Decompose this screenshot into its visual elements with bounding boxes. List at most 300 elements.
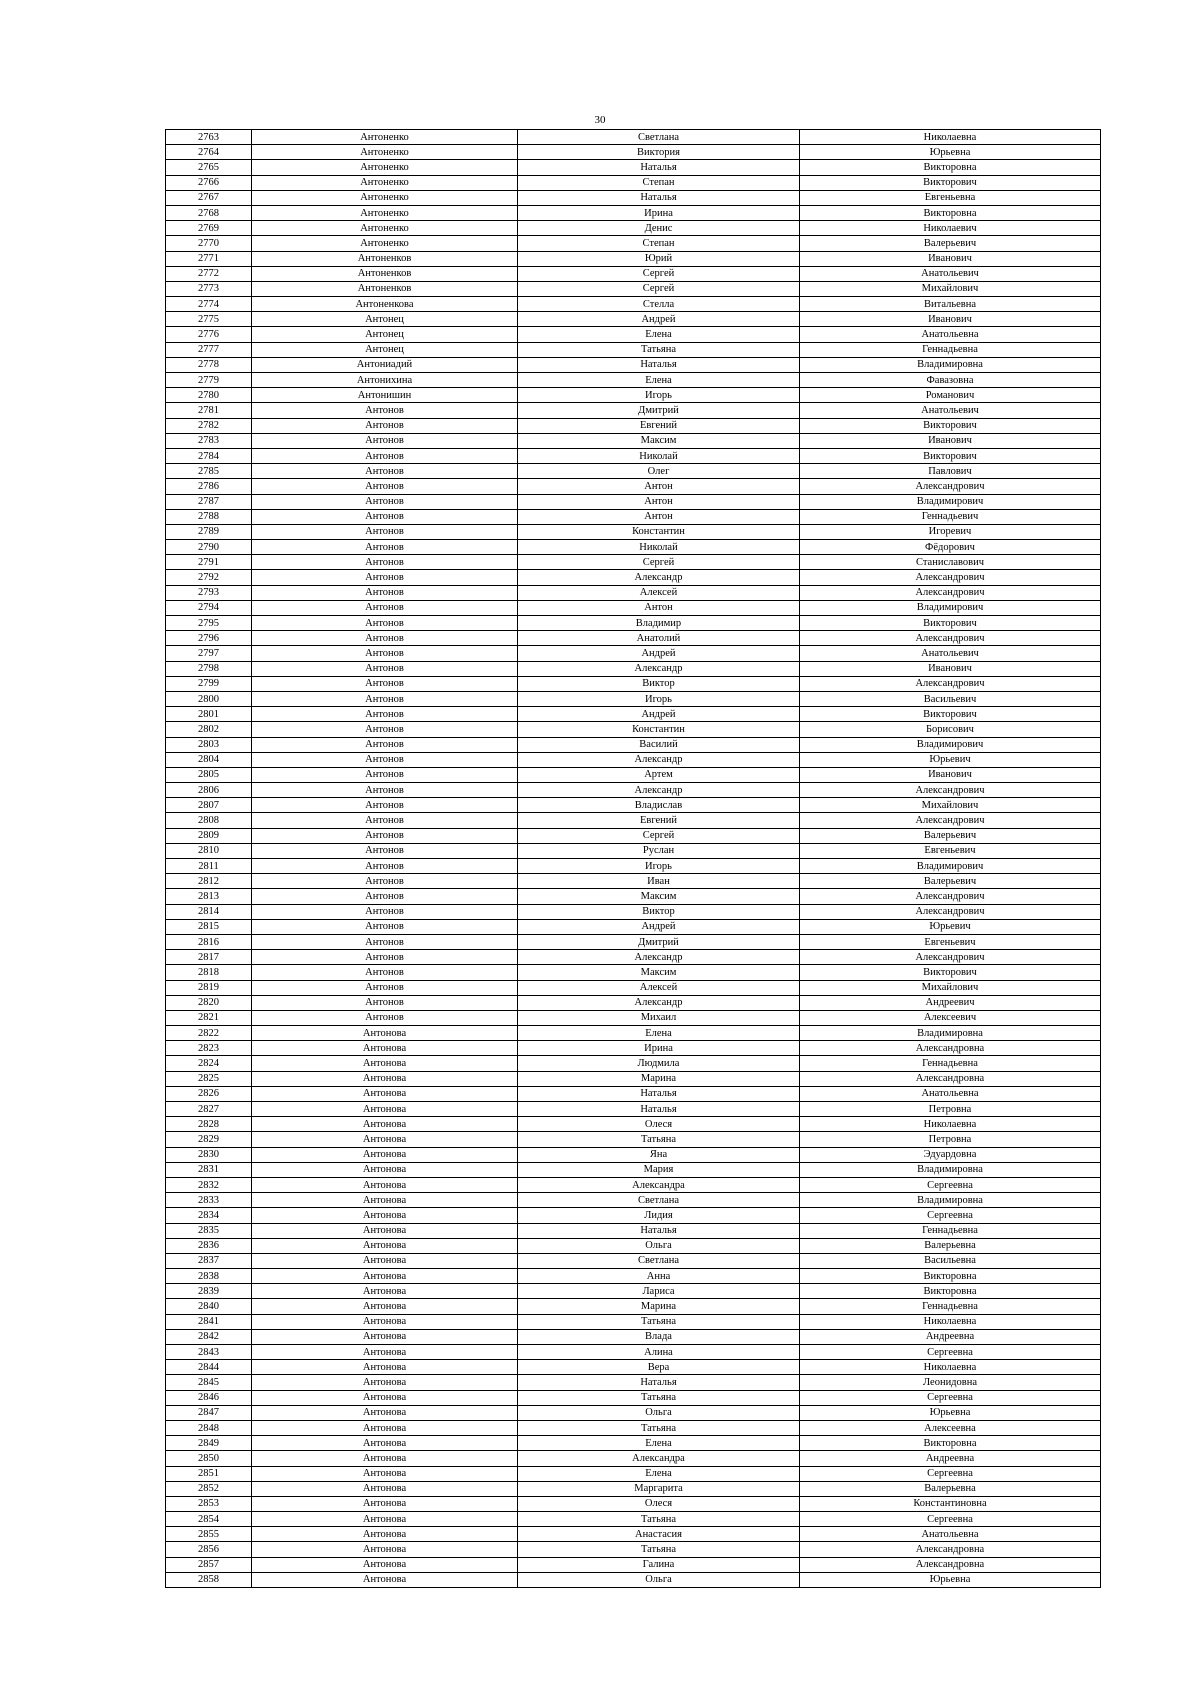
patronymic-cell: Витальевна [800, 297, 1101, 312]
row-number-cell: 2852 [166, 1481, 252, 1496]
patronymic-cell: Анатольевич [800, 403, 1101, 418]
last-name-cell: Антонова [252, 1041, 518, 1056]
row-number-cell: 2835 [166, 1223, 252, 1238]
row-number-cell: 2824 [166, 1056, 252, 1071]
first-name-cell: Светлана [518, 130, 800, 145]
table-row [166, 767, 1101, 782]
registry-table [165, 129, 1101, 1588]
first-name-cell: Татьяна [518, 1542, 800, 1557]
patronymic-cell: Алексеевна [800, 1420, 1101, 1435]
patronymic-cell: Анатольевич [800, 646, 1101, 661]
first-name-cell: Игорь [518, 859, 800, 874]
table-row [166, 1284, 1101, 1299]
patronymic-cell: Александровна [800, 1041, 1101, 1056]
table-row [166, 1436, 1101, 1451]
patronymic-cell: Иванович [800, 661, 1101, 676]
first-name-cell: Антон [518, 479, 800, 494]
last-name-cell: Антонов [252, 980, 518, 995]
first-name-cell: Сергей [518, 266, 800, 281]
first-name-cell: Александр [518, 752, 800, 767]
patronymic-cell: Викторовна [800, 1269, 1101, 1284]
first-name-cell: Денис [518, 221, 800, 236]
patronymic-cell: Иванович [800, 433, 1101, 448]
table-row [166, 661, 1101, 676]
first-name-cell: Татьяна [518, 1132, 800, 1147]
row-number-cell: 2788 [166, 509, 252, 524]
patronymic-cell: Сергеевна [800, 1208, 1101, 1223]
row-number-cell: 2769 [166, 221, 252, 236]
patronymic-cell: Михайлович [800, 281, 1101, 296]
table-row [166, 509, 1101, 524]
row-number-cell: 2838 [166, 1269, 252, 1284]
last-name-cell: Антонова [252, 1086, 518, 1101]
last-name-cell: Антонец [252, 327, 518, 342]
first-name-cell: Евгений [518, 813, 800, 828]
first-name-cell: Михаил [518, 1010, 800, 1025]
row-number-cell: 2776 [166, 327, 252, 342]
table-row [166, 950, 1101, 965]
last-name-cell: Антонов [252, 707, 518, 722]
patronymic-cell: Николаевна [800, 1314, 1101, 1329]
row-number-cell: 2795 [166, 616, 252, 631]
patronymic-cell: Николаевич [800, 221, 1101, 236]
first-name-cell: Татьяна [518, 1420, 800, 1435]
first-name-cell: Александр [518, 661, 800, 676]
last-name-cell: Антонов [252, 464, 518, 479]
first-name-cell: Степан [518, 236, 800, 251]
first-name-cell: Александр [518, 570, 800, 585]
table-row [166, 783, 1101, 798]
row-number-cell: 2800 [166, 691, 252, 706]
patronymic-cell: Александрович [800, 783, 1101, 798]
last-name-cell: Антонова [252, 1542, 518, 1557]
last-name-cell: Антонова [252, 1390, 518, 1405]
row-number-cell: 2767 [166, 190, 252, 205]
table-row [166, 752, 1101, 767]
row-number-cell: 2802 [166, 722, 252, 737]
first-name-cell: Максим [518, 965, 800, 980]
row-number-cell: 2766 [166, 175, 252, 190]
first-name-cell: Лариса [518, 1284, 800, 1299]
table-row [166, 1466, 1101, 1481]
first-name-cell: Светлана [518, 1253, 800, 1268]
row-number-cell: 2771 [166, 251, 252, 266]
first-name-cell: Андрей [518, 312, 800, 327]
first-name-cell: Наталья [518, 1223, 800, 1238]
row-number-cell: 2831 [166, 1162, 252, 1177]
row-number-cell: 2791 [166, 555, 252, 570]
first-name-cell: Наталья [518, 1086, 800, 1101]
first-name-cell: Олег [518, 464, 800, 479]
table-row [166, 373, 1101, 388]
first-name-cell: Елена [518, 1026, 800, 1041]
first-name-cell: Стелла [518, 297, 800, 312]
table-row [166, 1253, 1101, 1268]
last-name-cell: Антонов [252, 540, 518, 555]
row-number-cell: 2805 [166, 767, 252, 782]
patronymic-cell: Петровна [800, 1132, 1101, 1147]
patronymic-cell: Анатольевна [800, 1086, 1101, 1101]
last-name-cell: Антонова [252, 1177, 518, 1192]
table-row [166, 737, 1101, 752]
table-row [166, 843, 1101, 858]
last-name-cell: Антонов [252, 676, 518, 691]
patronymic-cell: Юрьевна [800, 1572, 1101, 1587]
first-name-cell: Виктор [518, 904, 800, 919]
patronymic-cell: Александровна [800, 1071, 1101, 1086]
first-name-cell: Александр [518, 995, 800, 1010]
last-name-cell: Антонова [252, 1208, 518, 1223]
first-name-cell: Анастасия [518, 1527, 800, 1542]
table-row [166, 1193, 1101, 1208]
table-row [166, 190, 1101, 205]
first-name-cell: Наталья [518, 357, 800, 372]
table-row [166, 1496, 1101, 1511]
row-number-cell: 2786 [166, 479, 252, 494]
table-row [166, 631, 1101, 646]
first-name-cell: Яна [518, 1147, 800, 1162]
first-name-cell: Татьяна [518, 1390, 800, 1405]
patronymic-cell: Романович [800, 388, 1101, 403]
first-name-cell: Елена [518, 373, 800, 388]
last-name-cell: Антонов [252, 631, 518, 646]
row-number-cell: 2810 [166, 843, 252, 858]
first-name-cell: Ольга [518, 1405, 800, 1420]
table-row [166, 1345, 1101, 1360]
patronymic-cell: Александровна [800, 1557, 1101, 1572]
row-number-cell: 2806 [166, 783, 252, 798]
last-name-cell: Антонова [252, 1193, 518, 1208]
row-number-cell: 2848 [166, 1420, 252, 1435]
table-row [166, 813, 1101, 828]
table-row [166, 828, 1101, 843]
first-name-cell: Юрий [518, 251, 800, 266]
patronymic-cell: Сергеевна [800, 1177, 1101, 1192]
first-name-cell: Дмитрий [518, 403, 800, 418]
row-number-cell: 2774 [166, 297, 252, 312]
first-name-cell: Алексей [518, 980, 800, 995]
row-number-cell: 2781 [166, 403, 252, 418]
table-row [166, 1162, 1101, 1177]
row-number-cell: 2796 [166, 631, 252, 646]
patronymic-cell: Юрьевна [800, 145, 1101, 160]
last-name-cell: Антонишин [252, 388, 518, 403]
table-row [166, 1542, 1101, 1557]
row-number-cell: 2839 [166, 1284, 252, 1299]
row-number-cell: 2794 [166, 600, 252, 615]
row-number-cell: 2837 [166, 1253, 252, 1268]
patronymic-cell: Фёдорович [800, 540, 1101, 555]
last-name-cell: Антонов [252, 494, 518, 509]
patronymic-cell: Викторовна [800, 1436, 1101, 1451]
patronymic-cell: Николаевна [800, 1360, 1101, 1375]
patronymic-cell: Александрович [800, 950, 1101, 965]
last-name-cell: Антонов [252, 418, 518, 433]
row-number-cell: 2853 [166, 1496, 252, 1511]
table-row [166, 995, 1101, 1010]
row-number-cell: 2809 [166, 828, 252, 843]
first-name-cell: Артем [518, 767, 800, 782]
row-number-cell: 2811 [166, 859, 252, 874]
last-name-cell: Антонов [252, 1010, 518, 1025]
table-row [166, 1010, 1101, 1025]
row-number-cell: 2765 [166, 160, 252, 175]
first-name-cell: Виктория [518, 145, 800, 160]
patronymic-cell: Евгеньевна [800, 190, 1101, 205]
patronymic-cell: Васильевна [800, 1253, 1101, 1268]
first-name-cell: Максим [518, 889, 800, 904]
last-name-cell: Антонова [252, 1329, 518, 1344]
first-name-cell: Александр [518, 783, 800, 798]
first-name-cell: Руслан [518, 843, 800, 858]
first-name-cell: Андрей [518, 919, 800, 934]
table-row [166, 297, 1101, 312]
row-number-cell: 2785 [166, 464, 252, 479]
table-row [166, 524, 1101, 539]
row-number-cell: 2813 [166, 889, 252, 904]
last-name-cell: Антонов [252, 509, 518, 524]
patronymic-cell: Владимирович [800, 494, 1101, 509]
last-name-cell: Антонова [252, 1527, 518, 1542]
first-name-cell: Александра [518, 1451, 800, 1466]
row-number-cell: 2840 [166, 1299, 252, 1314]
last-name-cell: Антонова [252, 1345, 518, 1360]
first-name-cell: Андрей [518, 707, 800, 722]
last-name-cell: Антонов [252, 479, 518, 494]
table-row [166, 570, 1101, 585]
patronymic-cell: Александрович [800, 479, 1101, 494]
patronymic-cell: Леонидовна [800, 1375, 1101, 1390]
patronymic-cell: Александрович [800, 570, 1101, 585]
last-name-cell: Антонова [252, 1512, 518, 1527]
row-number-cell: 2793 [166, 585, 252, 600]
patronymic-cell: Викторович [800, 418, 1101, 433]
row-number-cell: 2827 [166, 1102, 252, 1117]
row-number-cell: 2851 [166, 1466, 252, 1481]
first-name-cell: Ирина [518, 205, 800, 220]
last-name-cell: Антонов [252, 813, 518, 828]
last-name-cell: Антонова [252, 1162, 518, 1177]
last-name-cell: Антонов [252, 889, 518, 904]
table-row [166, 1238, 1101, 1253]
table-row [166, 616, 1101, 631]
last-name-cell: Антонов [252, 798, 518, 813]
last-name-cell: Антонов [252, 950, 518, 965]
first-name-cell: Татьяна [518, 1512, 800, 1527]
table-row [166, 1329, 1101, 1344]
table-row [166, 889, 1101, 904]
patronymic-cell: Андреевна [800, 1329, 1101, 1344]
row-number-cell: 2855 [166, 1527, 252, 1542]
row-number-cell: 2844 [166, 1360, 252, 1375]
row-number-cell: 2783 [166, 433, 252, 448]
row-number-cell: 2832 [166, 1177, 252, 1192]
row-number-cell: 2770 [166, 236, 252, 251]
row-number-cell: 2822 [166, 1026, 252, 1041]
row-number-cell: 2779 [166, 373, 252, 388]
patronymic-cell: Михайлович [800, 798, 1101, 813]
table-row [166, 722, 1101, 737]
patronymic-cell: Геннадьевна [800, 1223, 1101, 1238]
last-name-cell: Антонова [252, 1071, 518, 1086]
patronymic-cell: Константиновна [800, 1496, 1101, 1511]
table-row [166, 433, 1101, 448]
last-name-cell: Антоненков [252, 281, 518, 296]
patronymic-cell: Геннадьевич [800, 509, 1101, 524]
patronymic-cell: Александрович [800, 585, 1101, 600]
first-name-cell: Галина [518, 1557, 800, 1572]
table-row [166, 1086, 1101, 1101]
last-name-cell: Антонов [252, 600, 518, 615]
row-number-cell: 2777 [166, 342, 252, 357]
patronymic-cell: Владимирович [800, 600, 1101, 615]
last-name-cell: Антоненко [252, 130, 518, 145]
first-name-cell: Анна [518, 1269, 800, 1284]
last-name-cell: Антонов [252, 524, 518, 539]
last-name-cell: Антонов [252, 904, 518, 919]
patronymic-cell: Геннадьевна [800, 1299, 1101, 1314]
table-row [166, 1360, 1101, 1375]
table-row [166, 1117, 1101, 1132]
patronymic-cell: Владимировна [800, 1162, 1101, 1177]
patronymic-cell: Валерьевич [800, 828, 1101, 843]
first-name-cell: Алина [518, 1345, 800, 1360]
first-name-cell: Татьяна [518, 1314, 800, 1329]
last-name-cell: Антонов [252, 783, 518, 798]
table-row [166, 1512, 1101, 1527]
first-name-cell: Александра [518, 1177, 800, 1192]
last-name-cell: Антонов [252, 403, 518, 418]
row-number-cell: 2819 [166, 980, 252, 995]
patronymic-cell: Юрьевич [800, 752, 1101, 767]
table-row [166, 919, 1101, 934]
last-name-cell: Антоненко [252, 236, 518, 251]
patronymic-cell: Сергеевна [800, 1466, 1101, 1481]
last-name-cell: Антонова [252, 1299, 518, 1314]
first-name-cell: Людмила [518, 1056, 800, 1071]
table-row [166, 266, 1101, 281]
patronymic-cell: Александрович [800, 889, 1101, 904]
first-name-cell: Евгений [518, 418, 800, 433]
first-name-cell: Ольга [518, 1572, 800, 1587]
patronymic-cell: Александрович [800, 813, 1101, 828]
first-name-cell: Сергей [518, 281, 800, 296]
last-name-cell: Антонов [252, 433, 518, 448]
patronymic-cell: Евгеньевич [800, 934, 1101, 949]
first-name-cell: Марина [518, 1071, 800, 1086]
last-name-cell: Антоненкова [252, 297, 518, 312]
row-number-cell: 2778 [166, 357, 252, 372]
last-name-cell: Антонов [252, 616, 518, 631]
row-number-cell: 2825 [166, 1071, 252, 1086]
patronymic-cell: Владимирович [800, 859, 1101, 874]
last-name-cell: Антонов [252, 828, 518, 843]
last-name-cell: Антонов [252, 585, 518, 600]
row-number-cell: 2775 [166, 312, 252, 327]
row-number-cell: 2768 [166, 205, 252, 220]
row-number-cell: 2773 [166, 281, 252, 296]
row-number-cell: 2763 [166, 130, 252, 145]
first-name-cell: Антон [518, 494, 800, 509]
patronymic-cell: Викторович [800, 616, 1101, 631]
row-number-cell: 2820 [166, 995, 252, 1010]
last-name-cell: Антоненков [252, 266, 518, 281]
table-row [166, 691, 1101, 706]
table-row [166, 1071, 1101, 1086]
last-name-cell: Антонова [252, 1102, 518, 1117]
row-number-cell: 2790 [166, 540, 252, 555]
table-row [166, 130, 1101, 145]
last-name-cell: Антонова [252, 1026, 518, 1041]
first-name-cell: Олеся [518, 1117, 800, 1132]
table-row [166, 1314, 1101, 1329]
table-row [166, 281, 1101, 296]
table-row [166, 312, 1101, 327]
last-name-cell: Антонов [252, 661, 518, 676]
last-name-cell: Антонова [252, 1269, 518, 1284]
table-row [166, 1557, 1101, 1572]
last-name-cell: Антонов [252, 919, 518, 934]
row-number-cell: 2801 [166, 707, 252, 722]
table-row [166, 418, 1101, 433]
patronymic-cell: Владимировна [800, 1026, 1101, 1041]
row-number-cell: 2833 [166, 1193, 252, 1208]
row-number-cell: 2799 [166, 676, 252, 691]
last-name-cell: Антонов [252, 934, 518, 949]
patronymic-cell: Викторович [800, 965, 1101, 980]
row-number-cell: 2858 [166, 1572, 252, 1587]
table-row [166, 1132, 1101, 1147]
patronymic-cell: Владимирович [800, 737, 1101, 752]
patronymic-cell: Фавазовна [800, 373, 1101, 388]
row-number-cell: 2821 [166, 1010, 252, 1025]
table-row [166, 1299, 1101, 1314]
row-number-cell: 2789 [166, 524, 252, 539]
table-row [166, 1405, 1101, 1420]
table-row [166, 448, 1101, 463]
first-name-cell: Андрей [518, 646, 800, 661]
table-row [166, 980, 1101, 995]
last-name-cell: Антонова [252, 1375, 518, 1390]
first-name-cell: Александр [518, 950, 800, 965]
patronymic-cell: Юрьевна [800, 1405, 1101, 1420]
row-number-cell: 2807 [166, 798, 252, 813]
patronymic-cell: Викторовна [800, 160, 1101, 175]
table-row [166, 479, 1101, 494]
patronymic-cell: Викторовна [800, 1284, 1101, 1299]
patronymic-cell: Алексеевич [800, 1010, 1101, 1025]
first-name-cell: Николай [518, 540, 800, 555]
patronymic-cell: Евгеньевич [800, 843, 1101, 858]
patronymic-cell: Викторович [800, 707, 1101, 722]
row-number-cell: 2815 [166, 919, 252, 934]
row-number-cell: 2841 [166, 1314, 252, 1329]
last-name-cell: Антонов [252, 646, 518, 661]
row-number-cell: 2772 [166, 266, 252, 281]
first-name-cell: Сергей [518, 828, 800, 843]
table-row [166, 707, 1101, 722]
row-number-cell: 2817 [166, 950, 252, 965]
patronymic-cell: Анатольевна [800, 1527, 1101, 1542]
first-name-cell: Антон [518, 509, 800, 524]
first-name-cell: Елена [518, 1436, 800, 1451]
patronymic-cell: Александрович [800, 631, 1101, 646]
table-row [166, 1177, 1101, 1192]
last-name-cell: Антонова [252, 1405, 518, 1420]
first-name-cell: Анатолий [518, 631, 800, 646]
patronymic-cell: Валерьевич [800, 874, 1101, 889]
table-row [166, 646, 1101, 661]
